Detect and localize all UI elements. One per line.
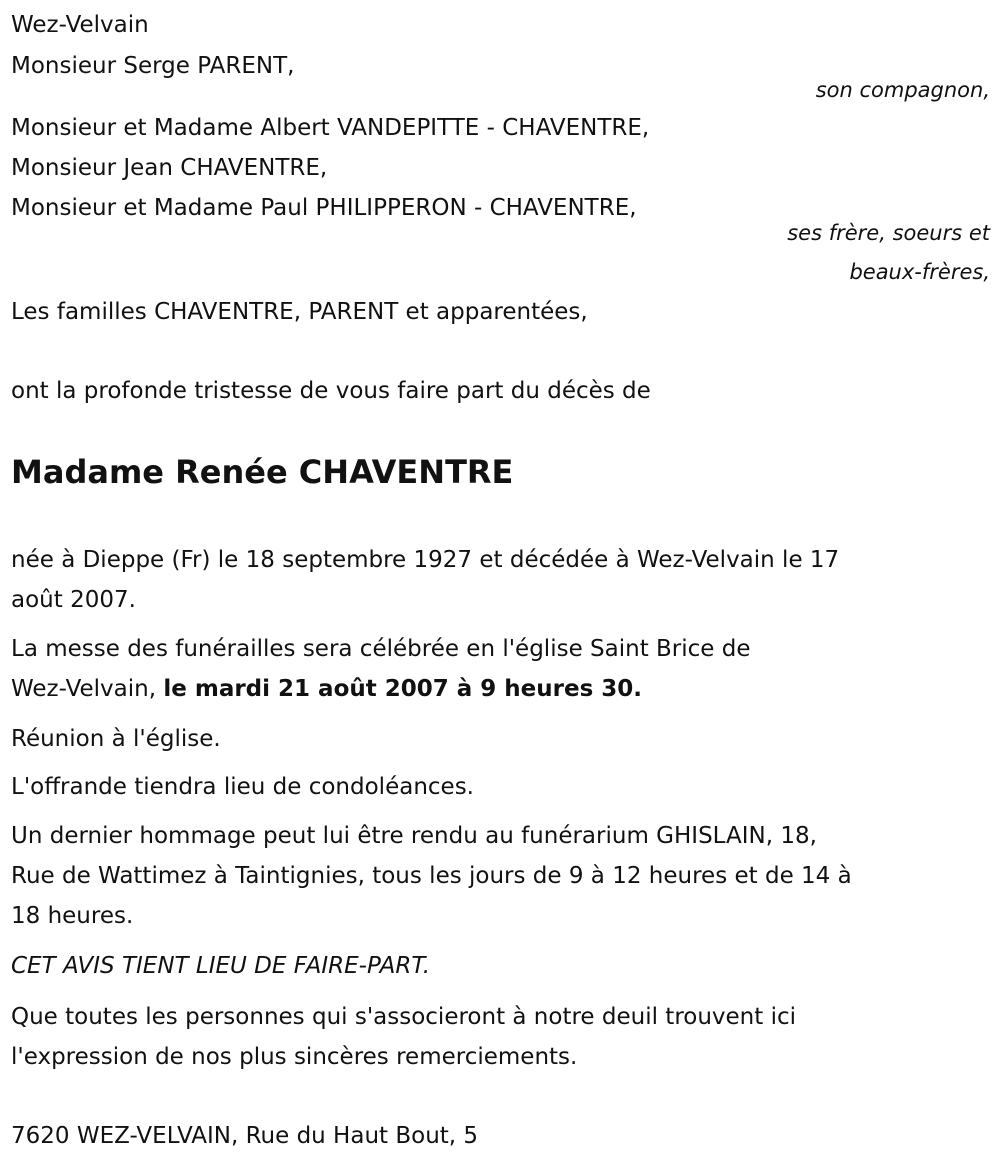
homage-info: Rue de Wattimez à Taintignies, tous les jours de 9 à 12 heures et de 14 à bbox=[11, 863, 852, 889]
families-line: Les familles CHAVENTRE, PARENT et apparentées, bbox=[11, 299, 588, 325]
address: 7620 WEZ-VELVAIN, Rue du Haut Bout, 5 bbox=[11, 1123, 479, 1149]
sibling-name: Monsieur Jean CHAVENTRE, bbox=[11, 155, 328, 181]
partner-name: Monsieur Serge PARENT, bbox=[11, 53, 295, 79]
homage-info: 18 heures. bbox=[11, 903, 134, 929]
deceased-name: Madame Renée CHAVENTRE bbox=[11, 453, 514, 491]
header-city: Wez-Velvain bbox=[11, 12, 149, 38]
sibling-name: Monsieur et Madame Paul PHILIPPERON - CHAVENTRE, bbox=[11, 195, 637, 221]
announcement: ont la profonde tristesse de vous faire part du décès de bbox=[11, 378, 651, 404]
birth-death: née à Dieppe (Fr) le 18 septembre 1927 et décédée à Wez-Velvain le 17 bbox=[11, 547, 840, 573]
notice: CET AVIS TIENT LIEU DE FAIRE-PART. bbox=[11, 953, 431, 979]
siblings-relation: ses frère, soeurs et bbox=[787, 221, 990, 245]
homage-info: Un dernier hommage peut lui être rendu au funérarium GHISLAIN, 18, bbox=[11, 823, 817, 849]
mass-datetime: le mardi 21 août 2007 à 9 heures 30. bbox=[163, 676, 643, 702]
mass-info: La messe des funérailles sera célébrée en l'église Saint Brice de bbox=[11, 636, 751, 662]
thanks: l'expression de nos plus sincères remerciements. bbox=[11, 1044, 578, 1070]
partner-relation: son compagnon, bbox=[815, 78, 990, 102]
mass-place: Wez-Velvain, bbox=[11, 676, 164, 702]
mass-info bbox=[11, 669, 642, 709]
siblings-relation: beaux-frères, bbox=[849, 260, 990, 284]
thanks: Que toutes les personnes qui s'associeront à notre deuil trouvent ici bbox=[11, 1004, 797, 1030]
sibling-name: Monsieur et Madame Albert VANDEPITTE - CHAVENTRE, bbox=[11, 115, 650, 141]
meeting-info: Réunion à l'église. bbox=[11, 726, 221, 752]
offering-info: L'offrande tiendra lieu de condoléances. bbox=[11, 774, 474, 800]
birth-death: août 2007. bbox=[11, 587, 136, 613]
